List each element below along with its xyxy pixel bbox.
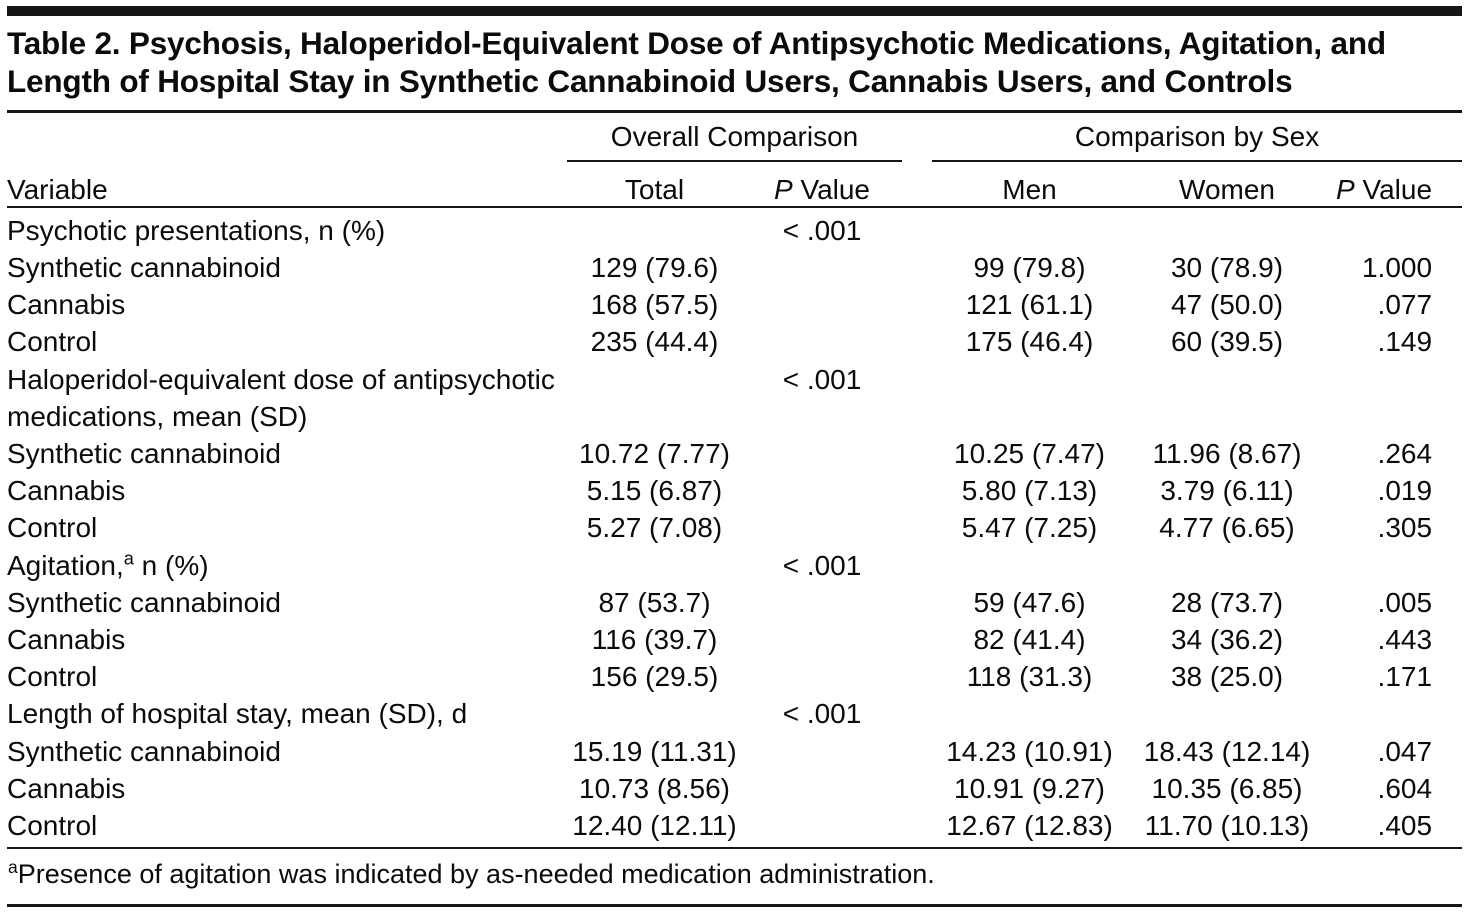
cell-total: 116 (39.7)	[591, 624, 718, 656]
col-header-gap	[902, 161, 932, 207]
row-label: Synthetic cannabinoid	[7, 586, 281, 618]
col-header-women: Women	[1127, 161, 1327, 207]
cell-pvalue-overall	[742, 584, 902, 621]
cell-total: 87 (53.7)	[598, 586, 711, 618]
table-row-group	[7, 207, 1462, 249]
row-label: Synthetic cannabinoid	[7, 735, 281, 767]
cell-gap	[902, 361, 932, 435]
table-row-sub	[7, 733, 1462, 770]
cell-pvalue-sex: .171	[1377, 661, 1433, 693]
cell-gap	[902, 584, 932, 621]
cell-pvalue-sex: .604	[1377, 772, 1433, 804]
cell-men: 175 (46.4)	[965, 326, 1094, 358]
cell-total: 12.40 (12.11)	[572, 810, 737, 842]
cell-gap	[902, 733, 932, 770]
footnote-marker: a	[8, 857, 18, 878]
cell-women: 11.96 (8.67)	[1152, 438, 1302, 470]
row-label: Control	[7, 326, 98, 358]
cell-total: 156 (29.5)	[590, 661, 719, 693]
cell-pvalue-overall	[742, 658, 902, 695]
cell-men	[932, 207, 1127, 249]
cell-pvalue-overall	[742, 323, 902, 360]
col-header-pvalue-overall	[742, 161, 902, 207]
group-header-gap	[902, 115, 932, 161]
p-italic: P	[774, 173, 793, 205]
cell-women: 3.79 (6.11)	[1160, 475, 1294, 507]
cell-women	[1127, 361, 1327, 435]
top-rule	[7, 6, 1462, 16]
cell-pvalue-overall: < .001	[782, 214, 862, 246]
cell-pvalue-overall	[742, 472, 902, 509]
cell-men	[932, 361, 1127, 435]
cell-pvalue-sex: .443	[1377, 624, 1433, 656]
cell-total: 10.72 (7.77)	[579, 438, 730, 470]
cell-men: 99 (79.8)	[973, 252, 1086, 284]
table-row-sub	[7, 509, 1462, 546]
table-row-group	[7, 361, 1462, 435]
row-label: Synthetic cannabinoid	[7, 438, 281, 470]
group-header-row	[7, 115, 1462, 161]
cell-women: 28 (73.7)	[1170, 586, 1284, 618]
cell-men: 118 (31.3)	[966, 661, 1093, 693]
table-row-sub	[7, 286, 1462, 323]
cell-men: 82 (41.4)	[973, 624, 1086, 656]
cell-pvalue-overall	[742, 435, 902, 472]
cell-total	[567, 361, 742, 435]
cell-women: 4.77 (6.65)	[1159, 512, 1295, 544]
row-label: Synthetic cannabinoid	[7, 252, 281, 284]
cell-gap	[902, 435, 932, 472]
cell-women: 38 (25.0)	[1170, 661, 1284, 693]
cell-gap	[902, 286, 932, 323]
table-row-sub	[7, 621, 1462, 658]
cell-men: 59 (47.6)	[973, 586, 1086, 618]
group-header-comparison-by-sex: Comparison by Sex	[932, 115, 1462, 161]
cell-women: 11.70 (10.13)	[1144, 810, 1310, 842]
cell-pvalue-overall	[742, 509, 902, 546]
row-label: Cannabis	[7, 289, 126, 321]
cell-women: 30 (78.9)	[1170, 252, 1284, 284]
cell-gap	[902, 807, 932, 844]
cell-gap	[902, 695, 932, 732]
table-row-group	[7, 695, 1462, 732]
cell-total	[567, 207, 742, 249]
cell-pvalue-sex: .047	[1377, 735, 1433, 767]
table-row-group	[7, 547, 1462, 584]
cell-pvalue-overall	[742, 249, 902, 286]
column-header-row	[7, 161, 1462, 207]
cell-pvalue-sex: .305	[1377, 512, 1433, 544]
cell-pvalue-overall	[742, 733, 902, 770]
cell-men: 121 (61.1)	[965, 289, 1094, 321]
row-label: Control	[7, 810, 98, 842]
table-footnote	[7, 847, 1462, 907]
table-row-sub	[7, 770, 1462, 807]
table-row-sub	[7, 807, 1462, 844]
col-header-pvalue-sex	[1327, 161, 1462, 207]
cell-men: 10.91 (9.27)	[954, 772, 1106, 804]
cell-men	[932, 695, 1127, 732]
cell-pvalue-overall	[742, 807, 902, 844]
row-label: Agitation,$^a$ n (%)	[7, 548, 209, 581]
cell-pvalue-sex	[1327, 695, 1462, 732]
cell-pvalue-overall	[742, 286, 902, 323]
cell-total	[567, 695, 742, 732]
table-row-sub	[7, 472, 1462, 509]
cell-women: 34 (36.2)	[1170, 624, 1284, 656]
cell-women: 10.35 (6.85)	[1151, 772, 1303, 804]
cell-men	[932, 547, 1127, 584]
cell-pvalue-overall: < .001	[782, 363, 862, 395]
cell-pvalue-sex	[1327, 207, 1462, 249]
cell-pvalue-sex	[1327, 361, 1462, 435]
cell-men: 12.67 (12.83)	[946, 810, 1113, 842]
table-row-sub	[7, 658, 1462, 695]
cell-pvalue-sex: .019	[1377, 475, 1433, 507]
cell-gap	[902, 621, 932, 658]
table-row-sub	[7, 323, 1462, 360]
cell-women: 18.43 (12.14)	[1143, 735, 1311, 767]
cell-pvalue-overall	[742, 621, 902, 658]
cell-men: 10.25 (7.47)	[954, 438, 1106, 470]
cell-total	[567, 547, 742, 584]
cell-women: 60 (39.5)	[1170, 326, 1284, 358]
row-label: Control	[7, 512, 98, 544]
cell-total: 235 (44.4)	[590, 326, 719, 358]
row-label: Cannabis	[7, 475, 126, 507]
cell-women	[1127, 547, 1327, 584]
cell-total: 5.27 (7.08)	[586, 512, 723, 544]
cell-pvalue-sex: .149	[1377, 326, 1433, 358]
row-label: Haloperidol-equivalent dose of antipsychotic medications, mean (SD)	[7, 363, 555, 432]
cell-gap	[902, 472, 932, 509]
cell-gap	[902, 770, 932, 807]
cell-total: 168 (57.5)	[590, 289, 719, 321]
cell-total: 5.15 (6.87)	[586, 475, 723, 507]
cell-total: 10.73 (8.56)	[579, 772, 730, 804]
table-row-sub	[7, 584, 1462, 621]
row-label: Length of hospital stay, mean (SD), d	[7, 698, 468, 730]
table-row-sub	[7, 249, 1462, 286]
group-header-spacer-variable	[7, 115, 567, 161]
cell-gap	[902, 323, 932, 360]
cell-gap	[902, 547, 932, 584]
row-label: Control	[7, 661, 98, 693]
cell-gap	[902, 249, 932, 286]
cell-pvalue-overall: < .001	[782, 549, 862, 581]
cell-women	[1127, 695, 1327, 732]
cell-men: 14.23 (10.91)	[946, 735, 1113, 767]
cell-men: 5.80 (7.13)	[961, 475, 1098, 507]
cell-pvalue-sex: .405	[1377, 810, 1433, 842]
data-table	[7, 115, 1462, 844]
table-title: Table 2. Psychosis, Haloperidol-Equivalent Dose of Antipsychotic Medications, Agitation, and Length of Hospital Stay in Synthetic Cannabinoid Users, Cannabis Users, and Controls	[7, 24, 1462, 113]
footnote-ref: a	[123, 548, 134, 569]
row-label: Cannabis	[7, 624, 126, 656]
cell-pvalue-sex: .264	[1377, 438, 1433, 470]
cell-gap	[902, 658, 932, 695]
cell-gap	[902, 509, 932, 546]
cell-pvalue-overall: < .001	[782, 698, 862, 730]
cell-pvalue-sex	[1327, 547, 1462, 584]
cell-total: 129 (79.6)	[590, 252, 719, 284]
p-value-rest: Value	[1354, 173, 1433, 205]
cell-gap	[902, 207, 932, 249]
p-value-rest: Value	[792, 173, 871, 205]
col-header-total: Total	[567, 161, 742, 207]
cell-total: 15.19 (11.31)	[572, 735, 737, 767]
footnote-text: Presence of agitation was indicated by as-needed medication administration.	[17, 859, 935, 890]
p-italic: P	[1336, 173, 1355, 205]
cell-women	[1127, 207, 1327, 249]
row-label: Cannabis	[7, 772, 126, 804]
col-header-variable: Variable	[7, 161, 567, 207]
cell-pvalue-sex: .005	[1377, 586, 1433, 618]
cell-pvalue-overall	[742, 770, 902, 807]
col-header-men: Men	[932, 161, 1127, 207]
cell-pvalue-sex: .077	[1377, 289, 1433, 321]
row-label: Psychotic presentations, n (%)	[7, 214, 386, 246]
cell-women: 47 (50.0)	[1170, 289, 1284, 321]
cell-men: 5.47 (7.25)	[961, 512, 1098, 544]
cell-pvalue-sex: 1.000	[1361, 252, 1433, 284]
table-row-sub	[7, 435, 1462, 472]
group-header-overall-comparison: Overall Comparison	[567, 115, 902, 161]
